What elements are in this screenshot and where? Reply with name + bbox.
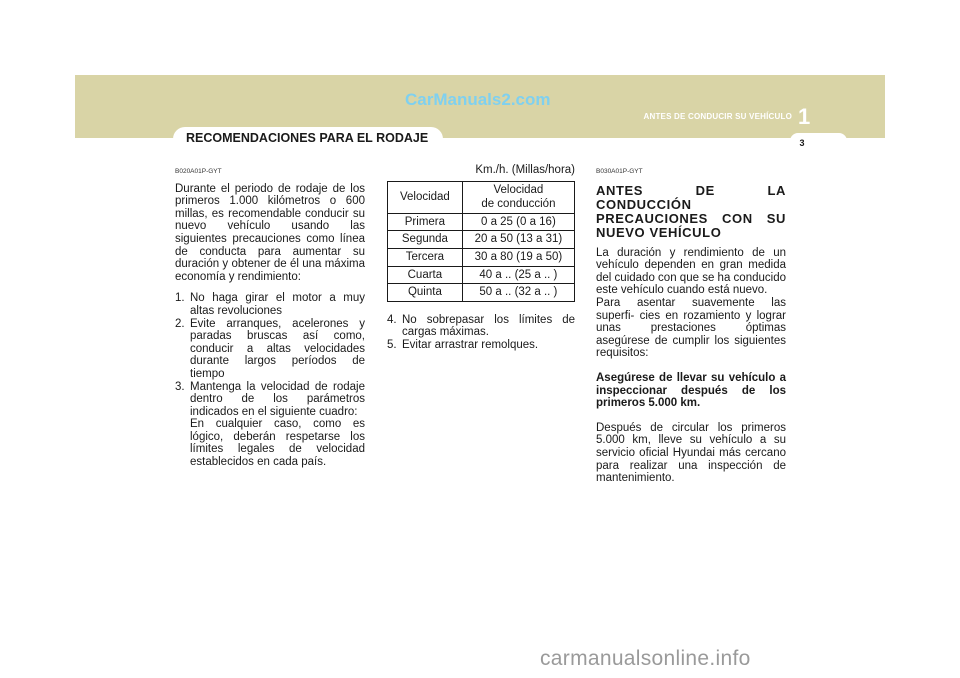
section-code: B030A01P-GYT bbox=[596, 168, 643, 175]
list-item: 2. Evite arranques, acelerones y paradas bruscas así como, conducir a altas velocidades durante largos períodos de tiempo bbox=[175, 317, 365, 380]
chapter-label: ANTES DE CONDUCIR SU VEHÍCULO bbox=[643, 112, 792, 121]
top-watermark[interactable]: CarManuals2.com bbox=[405, 90, 551, 109]
units-label: Km./h. (Millas/hora) bbox=[475, 164, 575, 176]
list-item: 4. No sobrepasar los límites de cargas máximas. bbox=[387, 313, 575, 339]
middle-column bbox=[387, 166, 575, 352]
right-column bbox=[596, 166, 786, 485]
intro-paragraph: Durante el periodo de rodaje de los primeros 1.000 kilómetros o 600 millas, es recomendable conducir su nuevo vehículo usando las siguientes precauciones como línea de conducta para aumentar su duración y obtener de él una máxima economía y rendimiento: bbox=[175, 182, 365, 283]
page-number: 3 bbox=[799, 138, 805, 148]
table-row: Primera 0 a 25 (0 a 16) bbox=[388, 213, 575, 231]
left-column bbox=[175, 166, 365, 469]
table-row: Cuarta 40 a .. (25 a .. ) bbox=[388, 266, 575, 284]
table-row: Quinta 50 a .. (32 a .. ) bbox=[388, 284, 575, 302]
bold-note: Asegúrese de llevar su vehículo a inspeccionar después de los primeros 5.000 km. bbox=[596, 371, 786, 410]
list-item: 5. Evitar arrastrar remolques. bbox=[387, 338, 539, 351]
paragraph: Después de circular los primeros 5.000 km, lleve su vehículo a su servicio oficial Hyundai más cercano para realizar una inspección de mantenimiento. bbox=[596, 421, 786, 485]
recommendation-list bbox=[175, 292, 365, 468]
bottom-watermark[interactable]: carmanualsonline.info bbox=[540, 647, 751, 670]
list-item: 3. Mantenga la velocidad de rodaje dentro de los parámetros indicados en el siguiente cuadro: En cualquier caso, como es lógico, deberán respetarse los límites legales de velocidad establecidos en cada país. bbox=[175, 380, 365, 469]
item-note: En cualquier caso, como es lógico, deberán respetarse los límites legales de velocidad establecidos en cada país. bbox=[190, 418, 365, 469]
table-header-speed: Velocidad de conducción bbox=[462, 181, 574, 213]
section-heading: ANTES DE LA CONDUCCIÓN PRECAUCIONES CON SU NUEVO VEHÍCULO bbox=[596, 182, 786, 240]
section-code: B020A01P-GYT bbox=[175, 168, 222, 175]
list-item: 1. No haga girar el motor a muy altas revoluciones bbox=[175, 292, 365, 317]
table-row: Segunda 20 a 50 (13 a 31) bbox=[388, 231, 575, 249]
recommendation-list-continued bbox=[387, 314, 575, 352]
speed-table bbox=[387, 181, 575, 302]
paragraph: Para asentar suavemente las superfi- cies en rozamiento y lograr unas prestaciones óptimas asegúrese de cumplir los siguientes requisitos: bbox=[596, 296, 786, 360]
table-row: Tercera 30 a 80 (19 a 50) bbox=[388, 248, 575, 266]
table-header-gear: Velocidad bbox=[388, 181, 463, 213]
table-header-row bbox=[388, 181, 575, 213]
paragraph: La duración y rendimiento de un vehículo dependen en gran medida del cuidado con que se ha conducido este vehículo cuando está nuevo. bbox=[596, 246, 786, 297]
chapter-number: 1 bbox=[798, 104, 811, 129]
section-title: RECOMENDACIONES PARA EL RODAJE bbox=[186, 131, 429, 145]
